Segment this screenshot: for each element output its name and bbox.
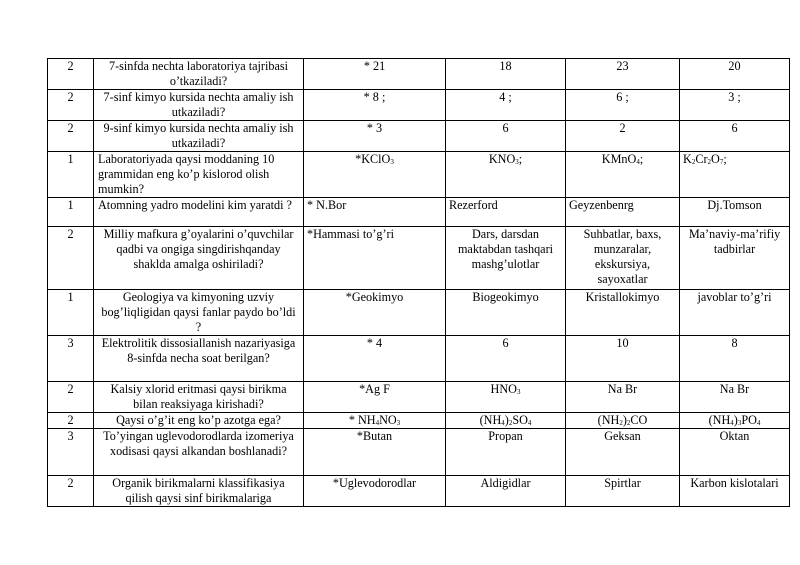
answer-option-cell: 2 — [566, 121, 680, 152]
table-row — [48, 152, 790, 198]
correct-answer-cell: *KClO$_3$ — [304, 152, 446, 198]
table-row — [48, 290, 790, 336]
answer-option-cell: $(NH_4)_3PO_4$ — [680, 413, 790, 429]
table-row — [48, 198, 790, 227]
answer-option-cell: javoblar to’g’ri — [680, 290, 790, 336]
table-row — [48, 121, 790, 152]
difficulty-cell: 1 — [48, 290, 94, 336]
answer-option-cell: 6 — [446, 121, 566, 152]
correct-answer-cell: *Butan — [304, 429, 446, 476]
question-cell: 7-sinfda nechta laboratoriya tajribasi o’tkaziladi? — [94, 59, 304, 90]
answer-option-cell: Na Br — [680, 382, 790, 413]
answer-option-cell: Na Br — [566, 382, 680, 413]
correct-answer-cell: * N.Bor — [304, 198, 446, 227]
answer-option-cell: Ma’naviy-ma’rifiy tadbirlar — [680, 227, 790, 290]
answer-option-cell: Dars, darsdan maktabdan tashqari mashg’ulotlar — [446, 227, 566, 290]
answer-option-cell: 6 — [446, 336, 566, 382]
question-cell: Qaysi o’g’it eng ko’p azotga ega? — [94, 413, 304, 429]
answer-option-cell: Dj.Tomson — [680, 198, 790, 227]
table-row — [48, 227, 790, 290]
answer-option-cell: Propan — [446, 429, 566, 476]
correct-answer-cell: *Geokimyo — [304, 290, 446, 336]
correct-answer-cell: * 4 — [304, 336, 446, 382]
correct-answer-cell: * $NH_4NO_3$ — [304, 413, 446, 429]
answer-option-cell: $HNO_3$ — [446, 382, 566, 413]
answer-option-cell: $KNO_3$; — [446, 152, 566, 198]
answer-option-cell: 8 — [680, 336, 790, 382]
answer-option-cell: KMnO$_4$; — [566, 152, 680, 198]
question-table — [47, 58, 790, 507]
answer-option-cell: $(NH_2)_2CO$ — [566, 413, 680, 429]
difficulty-cell: 2 — [48, 227, 94, 290]
difficulty-cell: 3 — [48, 429, 94, 476]
question-cell: To’yingan uglevodorodlarda izomeriya xodisasi qaysi alkandan boshlanadi? — [94, 429, 304, 476]
table-row — [48, 429, 790, 476]
answer-option-cell: 18 — [446, 59, 566, 90]
answer-option-cell: $(NH_4)_2SO_4$ — [446, 413, 566, 429]
question-cell: Atomning yadro modelini kim yaratdi ? — [94, 198, 304, 227]
question-cell: Geologiya va kimyoning uzviy bog’liqligidan qaysi fanlar paydo bo’ldi ? — [94, 290, 304, 336]
table-row — [48, 59, 790, 90]
answer-option-cell: 20 — [680, 59, 790, 90]
answer-option-cell: $K_2Cr_2O_7$; — [680, 152, 790, 198]
answer-option-cell: 10 — [566, 336, 680, 382]
difficulty-cell: 2 — [48, 121, 94, 152]
difficulty-cell: 1 — [48, 152, 94, 198]
question-cell: 7-sinf kimyo kursida nechta amaliy ish utkaziladi? — [94, 90, 304, 121]
question-cell: 9-sinf kimyo kursida nechta amaliy ish utkaziladi? — [94, 121, 304, 152]
correct-answer-cell: * 3 — [304, 121, 446, 152]
table-row — [48, 413, 790, 429]
difficulty-cell: 2 — [48, 59, 94, 90]
answer-option-cell: 4 ; — [446, 90, 566, 121]
table-row — [48, 382, 790, 413]
question-cell: Milliy mafkura g’oyalarini o’quvchilar qadbi va ongiga singdirishqanday shaklda amalga oshiriladi? — [94, 227, 304, 290]
answer-option-cell: Oktan — [680, 429, 790, 476]
difficulty-cell: 2 — [48, 382, 94, 413]
answer-option-cell: 6 — [680, 121, 790, 152]
table-row — [48, 476, 790, 507]
answer-option-cell: Geksan — [566, 429, 680, 476]
difficulty-cell: 2 — [48, 413, 94, 429]
answer-option-cell: 23 — [566, 59, 680, 90]
answer-option-cell: Biogeokimyo — [446, 290, 566, 336]
difficulty-cell: 2 — [48, 90, 94, 121]
answer-option-cell: 3 ; — [680, 90, 790, 121]
answer-option-cell: 6 ; — [566, 90, 680, 121]
table-row — [48, 336, 790, 382]
difficulty-cell: 1 — [48, 198, 94, 227]
correct-answer-cell: * 21 — [304, 59, 446, 90]
answer-option-cell: Karbon kislotalari — [680, 476, 790, 507]
answer-option-cell: Geyzenbenrg — [566, 198, 680, 227]
table-row — [48, 90, 790, 121]
answer-option-cell: Spirtlar — [566, 476, 680, 507]
question-cell: Organik birikmalarni klassifikasiya qilish qaysi sinf birikmalariga — [94, 476, 304, 507]
correct-answer-cell: *Hammasi to’g’ri — [304, 227, 446, 290]
difficulty-cell: 2 — [48, 476, 94, 507]
answer-option-cell: Kristallokimyo — [566, 290, 680, 336]
question-cell: Elektrolitik dissosiallanish nazariyasiga 8-sinfda necha soat berilgan? — [94, 336, 304, 382]
correct-answer-cell: * 8 ; — [304, 90, 446, 121]
correct-answer-cell: *Ag F — [304, 382, 446, 413]
answer-option-cell: Suhbatlar, baxs, munzaralar, ekskursiya, sayoxatlar — [566, 227, 680, 290]
difficulty-cell: 3 — [48, 336, 94, 382]
answer-option-cell: Aldigidlar — [446, 476, 566, 507]
answer-option-cell: Rezerford — [446, 198, 566, 227]
correct-answer-cell: *Uglevodorodlar — [304, 476, 446, 507]
question-cell: Laboratoriyada qaysi moddaning 10 grammidan eng ko’p kislorod olish mumkin? — [94, 152, 304, 198]
question-cell: Kalsiy xlorid eritmasi qaysi birikma bilan reaksiyaga kirishadi? — [94, 382, 304, 413]
